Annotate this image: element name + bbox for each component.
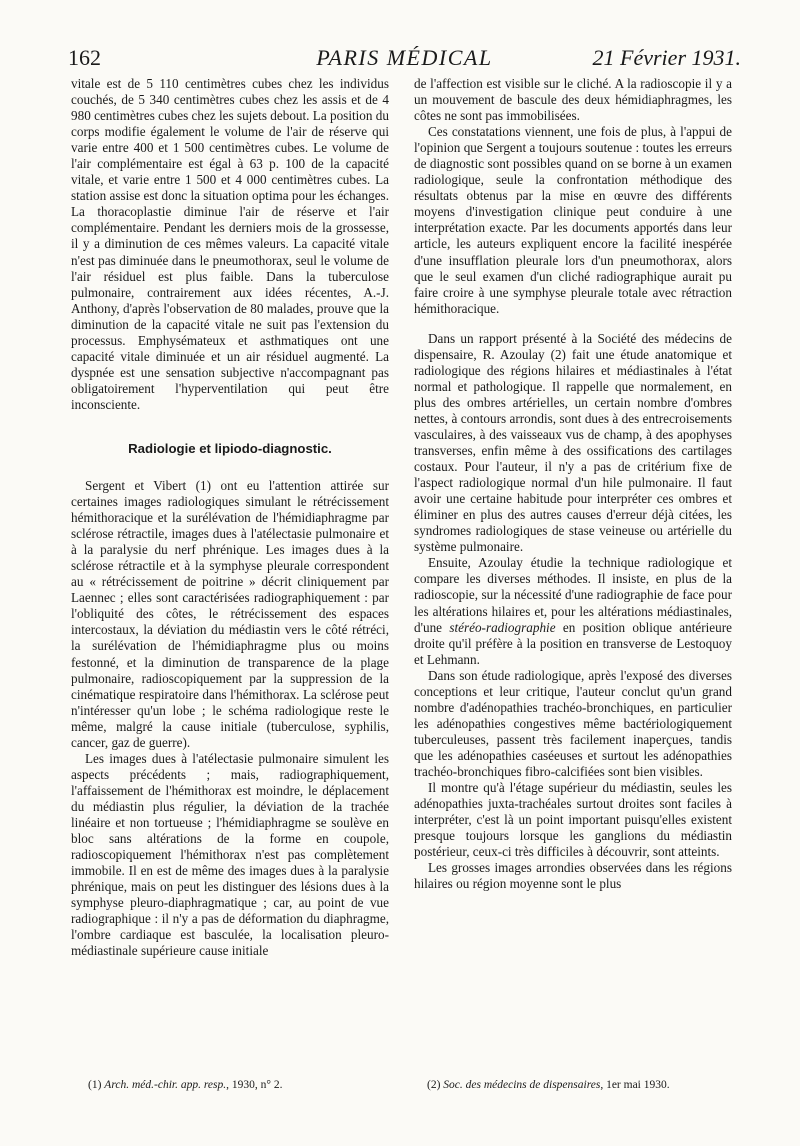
text-run: Ensuite, Azoulay étudie la technique radiologique et compare les diverses méthodes. Il insiste, en plus de la radioscopie, sur la nécessité d'une radiographie de face pour les altérations hilaires et, pour les altérations médiastinales, d'une	[414, 555, 732, 635]
paragraph-azoulay-technique	[414, 555, 732, 667]
paragraph-sergent-vibert: Sergent et Vibert (1) ont eu l'attention attirée sur certaines images radiologiques simulant le rétrécissement hémithoracique et la surélévation de l'hémidiaphragme par sclérose rétractile, images dues à l'atélectasie pulmonaire et à la paralysie du nerf phrénique. Les images dues à la sclérose rétractile et à la symphyse pleurale correspondent au « rétrécissement de poitrine » décrit cliniquement par Laennec ; elles sont caractérisées radiographiquement : par l'obliquité des côtes, le rétrécissement des espaces intercostaux, la déviation du médiastin vers le côté rétréci, la surélévation de l'hémidiaphragme plus ou moins festonné, et la diminution de transparence de la plage pulmonaire, radioscopiquement par la suppression de la cinématique respiratoire dans l'hémithorax. La sclérose peut n'intéresser qu'un lobe ; le schéma radiologique reste le même, malgré la cause initiale (tuberculose, syphilis, cancer, gaz de guerre).	[71, 477, 389, 750]
footnote-number: (2)	[427, 1079, 444, 1091]
footnote-number: (1)	[88, 1079, 105, 1091]
paragraph-grosses-images: Les grosses images arrondies observées dans les régions hilaires ou région moyenne sont le plus	[414, 860, 732, 892]
journal-title: PARIS MÉDICAL	[316, 45, 493, 70]
paragraph-gap	[414, 317, 732, 331]
footnote-reference: Soc. des médecins de dispensaires	[443, 1079, 601, 1091]
page-number: 162	[68, 45, 101, 70]
right-column	[414, 76, 732, 892]
left-column	[71, 76, 389, 959]
paragraph-etage-superieur: Il montre qu'à l'étage supérieur du médiastin, seules les adénopathies juxta-trachéales surtout droites sont faciles à interpréter, c'est là un point important puisqu'elles existent presque toujours lorsque les ganglions du médiastin postérieur, ceux-ci très difficiles à découvrir, sont atteints.	[414, 780, 732, 860]
paragraph-affection-visible: de l'affection est visible sur le cliché. A la radioscopie il y a un mouvement de bascule des deux hémidiaphragmes, les côtes ne sont pas immobilisées.	[414, 76, 732, 124]
running-header	[68, 44, 741, 74]
section-heading-radiologie: Radiologie et lipiodo-diagnostic.	[128, 440, 332, 456]
text-run: en position oblique antérieure droite qu'il préfère à la position en transverse de Lestoquoy et Lehmann.	[414, 619, 733, 667]
paragraph-capacite-vitale: vitale est de 5 110 centimètres cubes chez les individus couchés, de 5 340 centimètres cubes chez les assis et de 4 980 centimètres cubes chez les sujets debout. La position du corps modifie également le volume de l'air de réserve qui varie entre 400 et 1 500 centimètres cubes. Le volume de l'air complémentaire est égal à 63 p. 100 de la capacité vitale, et varie entre 1 500 et 4 000 centimètres cubes. La station assise est donc la situation optima pour les échanges. La thoracoplastie diminue l'air de réserve et l'air complémentaire. Pendant les derniers mois de la grossesse, il y a diminution de ces mêmes valeurs. La capacité vitale n'est pas diminuée dans le pneumothorax, seul le volume de l'air résiduel est plus faible. Dans la tuberculose pulmonaire, contrairement aux idées récentes, A.-J. Anthony, d'après l'observation de 80 malades, prouve que la diminution de la capacité vitale ne suit pas l'extension du processus. Emphysémateux et asthmatiques ont une capacité vitale diminuée et un air résiduel augmenté. La dyspnée est une sensation subjective n'accompagnant pas obligatoirement l'hyperventilation qui peut être inconsciente.	[71, 76, 389, 412]
italic-term: stéréo-radiographie	[449, 619, 556, 635]
paragraph-azoulay-rapport: Dans un rapport présenté à la Société des médecins de dispensaire, R. Azoulay (2) fait une étude anatomique et radiologique des régions hilaires et médiastinales à l'état normal et pathologique. Il rappelle que normalement, en plus des ombres artérielles, un certain nombre d'ombres nettes, à contours arrondis, sont dues à des entrecroisements vasculaires, à des vaisseaux vus de champ, à des apophyses transverses, enfin même à des ossifications des cartilages costaux. Pour l'auteur, il n'y a pas de critérium fixe de l'aspect radiologique normal d'un hile pulmonaire. Il faut avoir une certaine habitude pour interpréter ces ombres et éliminer en plus des autres causes d'erreur déjà citées, les syndromes radiologiques de stase veineuse ou artérielle du système pulmonaire.	[414, 330, 732, 555]
paragraph-adenopathies: Dans son étude radiologique, après l'exposé des diverses conceptions et leur critique, l'auteur conclut qu'un grand nombre d'adénopathies trachéo-bronchiques, en particulier les adénopathies congestives même bactériologiquement tuberculeuses, passent très facilement inaperçues, tandis que les adénopathies caséeuses et surtout les adénopathies trachéo-bronchiques fibro-calcifiées sont bien visibles.	[414, 667, 732, 779]
paragraph-atelectasie: Les images dues à l'atélectasie pulmonaire simulent les aspects précédents ; mais, radiographiquement, l'affaissement de l'hémithorax est moindre, le déplacement du médiastin plus régulier, la déviation de la trachée linéaire et non tortueuse ; l'hémidiaphragme se soulève en bloc sans altérations de la forme en coupole, radioscopiquement l'hémithorax n'est pas complètement immobile. Il en est de même des images dues à la paralysie phrénique, mais on peut les distinguer des lésions dues à la symphyse pleuro-diaphragmatique ; car, au point de vue radiographique : il n'y a pas de déformation du diaphragme, l'ombre cardiaque est basculée, la localisation pleuro-médiastinale supérieure cause initiale	[71, 750, 389, 959]
footnote-2	[427, 1078, 670, 1092]
issue-date: 21 Février 1931.	[592, 45, 741, 70]
footnote-reference: Arch. méd.-chir. app. resp.	[104, 1079, 227, 1091]
footnote-details: , 1930, n° 2.	[226, 1079, 283, 1091]
paragraph-constatations: Ces constatations viennent, une fois de plus, à l'appui de l'opinion que Sergent a toujours soutenue : toutes les erreurs de diagnostic sont possibles quand on se borne à un examen radiologique, seule la confrontation méthodique des résultats obtenus par la mise en œuvre des différents moyens d'investigation clinique peut conduire à une interprétation exacte. Par les documents apportés dans leur article, les auteurs expliquent encore la facilité inespérée d'une insufflation pleurale lors d'un pneumothorax, alors que le seul examen d'un cliché radiographique aurait pu faire croire à une symphyse pleurale totale avec rétraction hémithoracique.	[414, 124, 732, 316]
footnote-details: , 1er mai 1930.	[600, 1079, 670, 1091]
footnote-1	[88, 1078, 282, 1092]
